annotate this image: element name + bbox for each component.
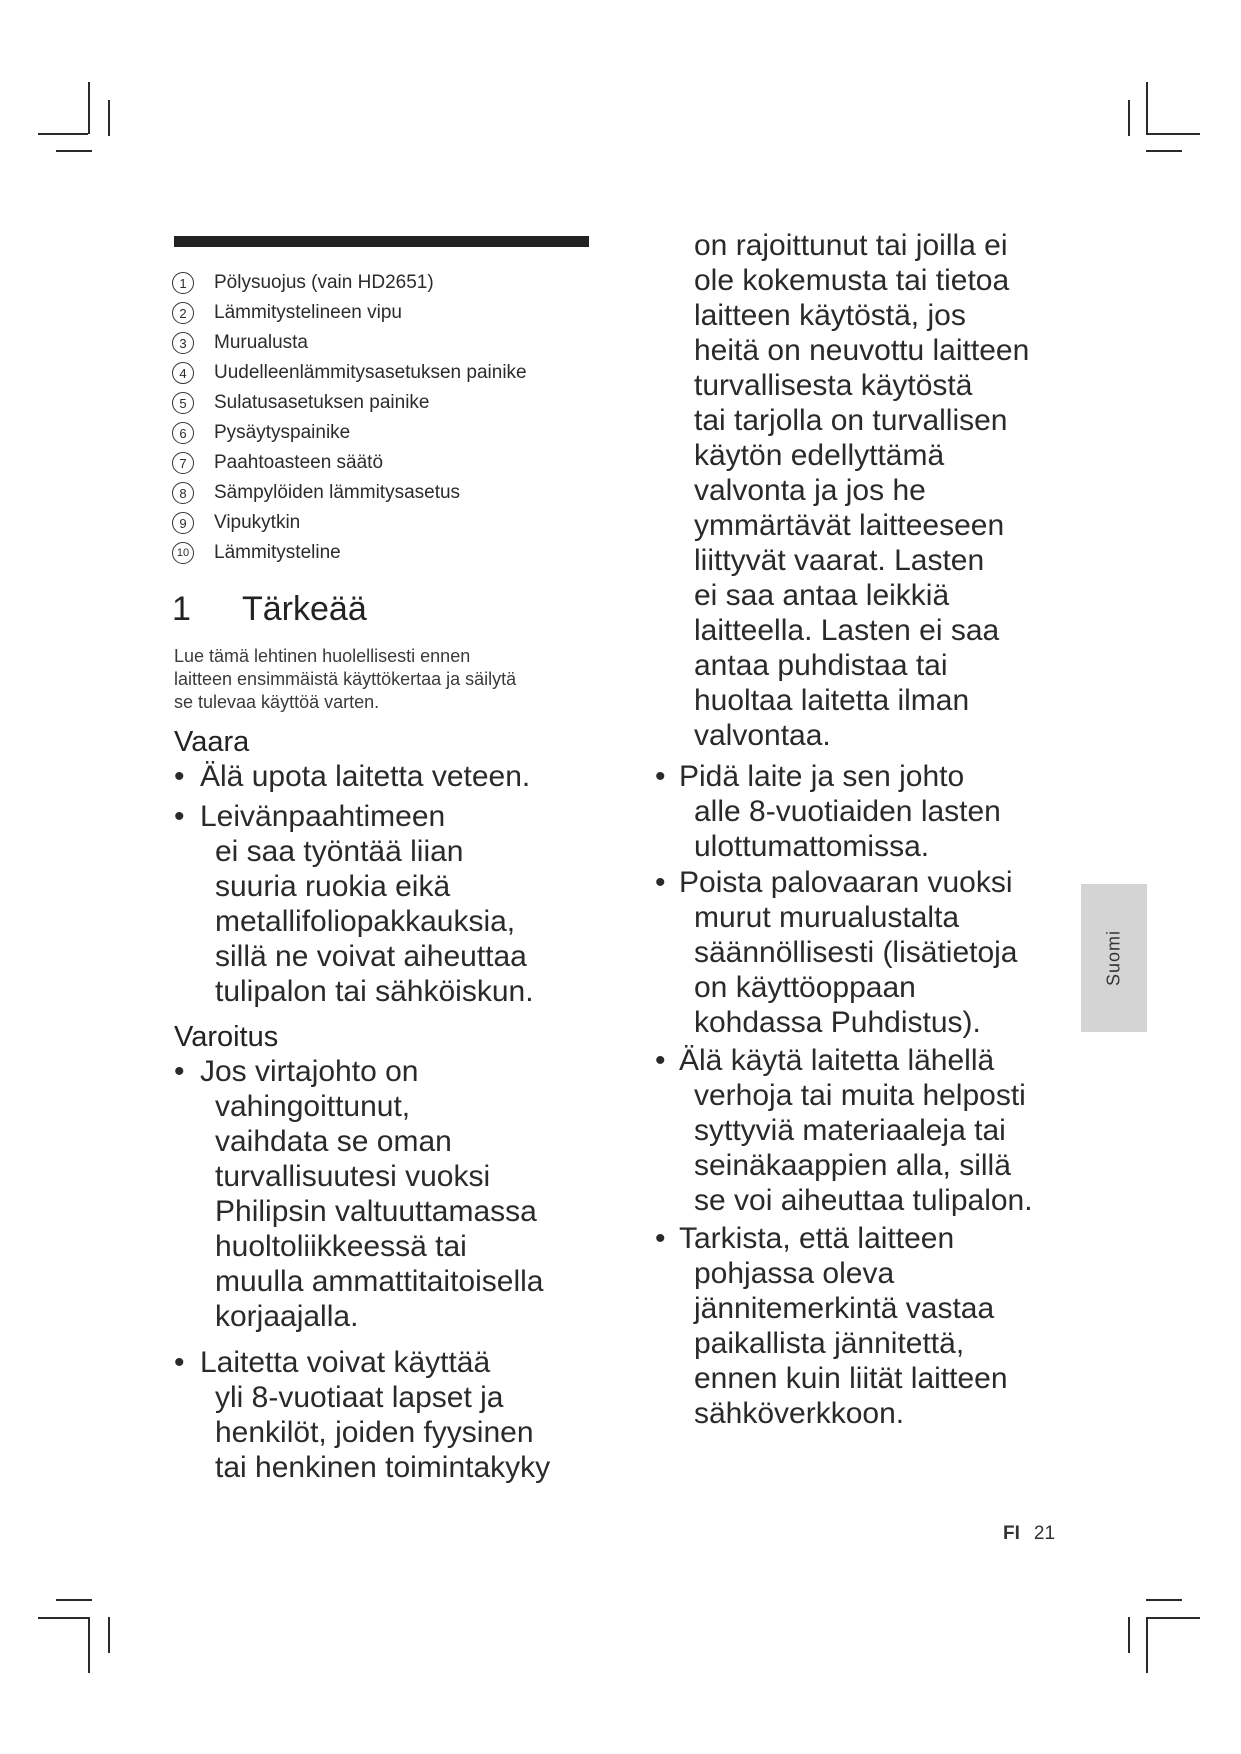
bullet: • [174, 800, 185, 833]
item-line: turvallisuutesi vuoksi [215, 1160, 491, 1193]
intro-paragraph [174, 645, 594, 714]
list-item [172, 358, 602, 388]
intro-line: se tulevaa käyttöä varten. [174, 692, 380, 712]
section-number: 1 [172, 590, 191, 628]
crop-mark [1128, 1617, 1130, 1653]
item-line: Älä käytä laitetta lähellä [679, 1044, 995, 1077]
part-label: Paahtoasteen säätö [214, 452, 384, 473]
item-number-badge: 3 [172, 332, 194, 354]
bullet: • [174, 1055, 185, 1088]
crop-mark [1146, 82, 1148, 134]
item-number-badge: 1 [172, 272, 194, 294]
item-line: jännitemerkintä vastaa [694, 1292, 995, 1325]
section-title [172, 590, 367, 629]
item-line: yli 8-vuotiaat lapset ja [215, 1381, 504, 1414]
part-label: Pysäytyspainike [214, 422, 351, 443]
crop-mark [56, 1599, 92, 1601]
list-item [172, 298, 602, 328]
warning-heading: Varoitus [174, 1021, 279, 1053]
page-number: 21 [1033, 1523, 1056, 1544]
list-item [172, 448, 602, 478]
item-line: se voi aiheuttaa tulipalon. [694, 1184, 1033, 1217]
item-line: verhoja tai muita helposti [694, 1079, 1026, 1112]
part-label: Sämpylöiden lämmitysasetus [214, 482, 461, 503]
item-number-badge: 9 [172, 512, 194, 534]
item-line: huoltoliikkeessä tai [215, 1230, 467, 1263]
part-label: Pölysuojus (vain HD2651) [214, 272, 434, 293]
item-line: vaihdata se oman [215, 1125, 452, 1158]
item-line: murut murualustalta [694, 901, 960, 934]
item-line: paikallista jännitettä, [694, 1327, 965, 1360]
item-line: ole kokemusta tai tietoa [694, 264, 1010, 297]
right-item [655, 1043, 1085, 1218]
item-line: laitteen käytöstä, jos [694, 299, 966, 332]
item-line: antaa puhdistaa tai [694, 649, 948, 682]
item-line: käytön edellyttämä [694, 439, 945, 472]
item-line: heitä on neuvottu laitteen [694, 334, 1030, 367]
right-item [655, 1221, 1085, 1431]
item-line: Philipsin valtuuttamassa [215, 1195, 537, 1228]
crop-mark [1146, 1599, 1182, 1601]
crop-mark [108, 1617, 110, 1653]
crop-mark [1146, 1617, 1148, 1673]
warning-item [174, 1345, 604, 1485]
list-item [172, 268, 602, 298]
language-tab [1081, 884, 1147, 1032]
item-number-badge: 6 [172, 422, 194, 444]
item-line: Tarkista, että laitteen [679, 1222, 955, 1255]
bullet: • [655, 866, 666, 899]
language-tab-label: Suomi [1103, 929, 1124, 987]
item-line: alle 8-vuotiaiden lasten [694, 795, 1001, 828]
item-line: laitteella. Lasten ei saa [694, 614, 1000, 647]
item-line: tai henkinen toimintakyky [215, 1451, 551, 1484]
item-line: henkilöt, joiden fyysinen [215, 1416, 534, 1449]
item-line: Poista palovaaran vuoksi [679, 866, 1013, 899]
list-item [172, 328, 602, 358]
bullet: • [655, 1044, 666, 1077]
item-line: metallifoliopakkauksia, [215, 905, 516, 938]
danger-item [174, 759, 604, 794]
bullet: • [174, 760, 185, 793]
warning-item [174, 1054, 604, 1334]
intro-line: Lue tämä lehtinen huolellisesti ennen [174, 646, 471, 666]
item-line: Laitetta voivat käyttää [200, 1346, 491, 1379]
crop-mark [1146, 133, 1200, 135]
crop-mark [56, 150, 92, 152]
right-item [655, 759, 1085, 864]
page-footer [1003, 1523, 1055, 1545]
part-label: Sulatusasetuksen painike [214, 392, 430, 413]
section-rule [174, 236, 589, 247]
crop-mark [108, 100, 110, 136]
part-label: Murualusta [214, 332, 308, 353]
item-line: ennen kuin liität laitteen [694, 1362, 1008, 1395]
item-line: Pidä laite ja sen johto [679, 760, 965, 793]
item-number-badge: 8 [172, 482, 194, 504]
crop-mark [88, 82, 90, 134]
crop-mark [1146, 150, 1182, 152]
item-line: muulla ammattitaitoisella [215, 1265, 544, 1298]
item-number-badge: 10 [172, 542, 194, 564]
item-line: on käyttöoppaan [694, 971, 916, 1004]
item-line: Leivänpaahtimeen [200, 800, 446, 833]
item-line: huoltaa laitetta ilman [694, 684, 970, 717]
crop-mark [88, 1617, 90, 1673]
right-item [655, 865, 1085, 1040]
crop-mark [38, 1617, 88, 1619]
item-line: ymmärtävät laitteeseen [694, 509, 1005, 542]
item-line: korjaajalla. [215, 1300, 359, 1333]
part-label: Vipukytkin [214, 512, 301, 533]
list-item [172, 508, 602, 538]
parts-list [172, 268, 602, 568]
item-line: Jos virtajohto on [200, 1055, 419, 1088]
item-line: ei saa antaa leikkiä [694, 579, 950, 612]
crop-mark [1146, 1617, 1200, 1619]
item-line: valvontaa. [694, 719, 831, 752]
item-line: tulipalon tai sähköiskun. [215, 975, 534, 1008]
item-number-badge: 5 [172, 392, 194, 414]
item-line: valvonta ja jos he [694, 474, 926, 507]
item-line: pohjassa oleva [694, 1257, 895, 1290]
item-line: säännöllisesti (lisätietoja [694, 936, 1018, 969]
item-line: syttyviä materiaaleja tai [694, 1114, 1006, 1147]
section-title-text: Tärkeää [242, 590, 367, 628]
item-line: sähköverkkoon. [694, 1397, 905, 1430]
item-line: tai tarjolla on turvallisen [694, 404, 1008, 437]
bullet: • [655, 1222, 666, 1255]
list-item [172, 478, 602, 508]
crop-mark [38, 133, 88, 135]
crop-mark [1128, 100, 1130, 136]
intro-line: laitteen ensimmäistä käyttökertaa ja säilytä [174, 669, 517, 689]
part-label: Lämmitysteline [214, 542, 341, 563]
item-number-badge: 2 [172, 302, 194, 324]
danger-heading: Vaara [174, 726, 250, 758]
item-line: vahingoittunut, [215, 1090, 411, 1123]
item-line: liittyvät vaarat. Lasten [694, 544, 985, 577]
item-line: Älä upota laitetta veteen. [200, 760, 531, 793]
item-line: ei saa työntää liian [215, 835, 464, 868]
danger-item [174, 799, 604, 1009]
item-number-badge: 4 [172, 362, 194, 384]
item-number-badge: 7 [172, 452, 194, 474]
language-code: FI [1003, 1523, 1020, 1544]
list-item [172, 538, 602, 568]
bullet: • [174, 1346, 185, 1379]
continued-paragraph [694, 228, 1124, 753]
list-item [172, 418, 602, 448]
part-label: Lämmitystelineen vipu [214, 302, 402, 323]
part-label: Uudelleenlämmitysasetuksen painike [214, 362, 527, 383]
bullet: • [655, 760, 666, 793]
item-line: ulottumattomissa. [694, 830, 930, 863]
item-line: kohdassa Puhdistus). [694, 1006, 981, 1039]
item-line: seinäkaappien alla, sillä [694, 1149, 1011, 1182]
item-line: on rajoittunut tai joilla ei [694, 229, 1008, 262]
item-line: sillä ne voivat aiheuttaa [215, 940, 527, 973]
item-line: turvallisesta käytöstä [694, 369, 973, 402]
list-item [172, 388, 602, 418]
item-line: suuria ruokia eikä [215, 870, 451, 903]
